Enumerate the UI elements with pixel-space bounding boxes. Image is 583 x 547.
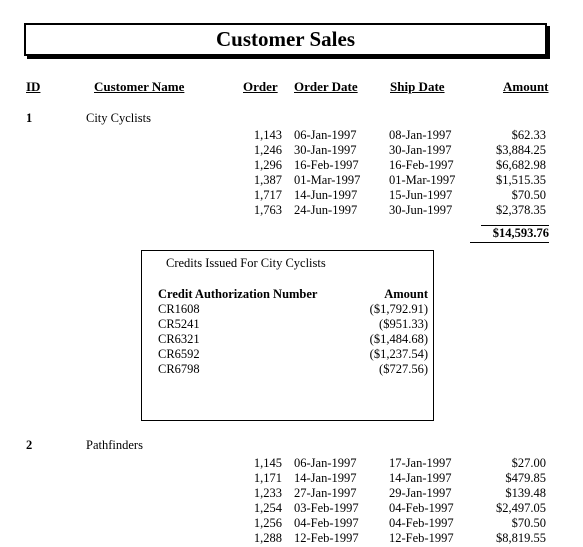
order-amount: $3,884.25 [496, 143, 546, 157]
order-amount: $62.33 [511, 128, 546, 142]
order-row [0, 516, 583, 531]
order-amount: $6,682.98 [496, 158, 546, 172]
ship-date: 30-Jun-1997 [389, 203, 453, 217]
report-title-box [24, 23, 547, 56]
ship-date: 04-Feb-1997 [389, 501, 454, 515]
order-date: 06-Jan-1997 [294, 456, 357, 470]
credits-box [141, 250, 434, 421]
ship-date: 29-Jan-1997 [389, 486, 452, 500]
order-amount: $2,378.35 [496, 203, 546, 217]
header-id: ID [26, 79, 41, 94]
order-date: 03-Feb-1997 [294, 501, 359, 515]
order-amount: $139.48 [505, 486, 546, 500]
ship-date: 17-Jan-1997 [389, 456, 452, 470]
order-amount: $70.50 [511, 188, 546, 202]
header-order: Order [243, 79, 278, 94]
credit-number: CR6798 [158, 362, 200, 376]
order-number: 1,296 [253, 158, 282, 172]
customer-id: 2 [26, 438, 33, 452]
order-number: 1,288 [253, 531, 282, 545]
credit-number: CR6321 [158, 332, 200, 346]
order-row [0, 173, 583, 188]
order-row [0, 531, 583, 546]
ship-date: 01-Mar-1997 [389, 173, 456, 187]
order-date: 14-Jan-1997 [294, 471, 357, 485]
customer-id: 1 [26, 111, 33, 125]
order-number: 1,143 [253, 128, 282, 142]
credit-amount: ($1,237.54) [369, 347, 428, 361]
credit-number: CR1608 [158, 302, 200, 316]
header-order-date: Order Date [294, 79, 358, 94]
credit-number: CR5241 [158, 317, 200, 331]
order-number: 1,171 [253, 471, 282, 485]
order-date: 04-Feb-1997 [294, 516, 359, 530]
order-number: 1,256 [253, 516, 282, 530]
credits-header-amount: Amount [384, 287, 428, 301]
ship-date: 16-Feb-1997 [389, 158, 454, 172]
header-customer-name: Customer Name [94, 79, 185, 94]
order-row [0, 501, 583, 516]
credit-amount: ($951.33) [379, 317, 428, 331]
order-number: 1,717 [253, 188, 282, 202]
credits-header-number: Credit Authorization Number [158, 287, 318, 301]
customer-name: City Cyclists [86, 111, 151, 125]
order-row [0, 203, 583, 218]
credit-amount: ($727.56) [379, 362, 428, 376]
order-row [0, 143, 583, 158]
order-row [0, 486, 583, 501]
order-number: 1,246 [253, 143, 282, 157]
credit-number: CR6592 [158, 347, 200, 361]
order-row [0, 188, 583, 203]
credits-title: Credits Issued For City Cyclists [166, 256, 326, 270]
header-ship-date: Ship Date [390, 79, 445, 94]
order-amount: $2,497.05 [496, 501, 546, 515]
order-date: 16-Feb-1997 [294, 158, 359, 172]
ship-date: 14-Jan-1997 [389, 471, 452, 485]
order-date: 12-Feb-1997 [294, 531, 359, 545]
ship-date: 30-Jan-1997 [389, 143, 452, 157]
order-amount: $479.85 [505, 471, 546, 485]
order-number: 1,763 [253, 203, 282, 217]
order-date: 30-Jan-1997 [294, 143, 357, 157]
ship-date: 12-Feb-1997 [389, 531, 454, 545]
order-row [0, 471, 583, 486]
order-date: 06-Jan-1997 [294, 128, 357, 142]
order-amount: $27.00 [511, 456, 546, 470]
header-amount: Amount [503, 79, 549, 94]
ship-date: 04-Feb-1997 [389, 516, 454, 530]
credit-amount: ($1,792.91) [369, 302, 428, 316]
order-number: 1,387 [253, 173, 282, 187]
order-row [0, 456, 583, 471]
order-row [0, 128, 583, 143]
order-date: 27-Jan-1997 [294, 486, 357, 500]
order-number: 1,145 [253, 456, 282, 470]
ship-date: 15-Jun-1997 [389, 188, 453, 202]
order-date: 24-Jun-1997 [294, 203, 358, 217]
order-number: 1,233 [253, 486, 282, 500]
report-title: Customer Sales [215, 27, 356, 51]
order-amount: $8,819.55 [496, 531, 546, 545]
order-amount: $70.50 [511, 516, 546, 530]
ship-date: 08-Jan-1997 [389, 128, 452, 142]
order-amount: $1,515.35 [496, 173, 546, 187]
customer-name: Pathfinders [86, 438, 143, 452]
customer-total: $14,593.76 [470, 226, 549, 243]
order-date: 14-Jun-1997 [294, 188, 358, 202]
order-date: 01-Mar-1997 [294, 173, 361, 187]
order-row [0, 158, 583, 173]
credit-amount: ($1,484.68) [369, 332, 428, 346]
order-number: 1,254 [253, 501, 282, 515]
